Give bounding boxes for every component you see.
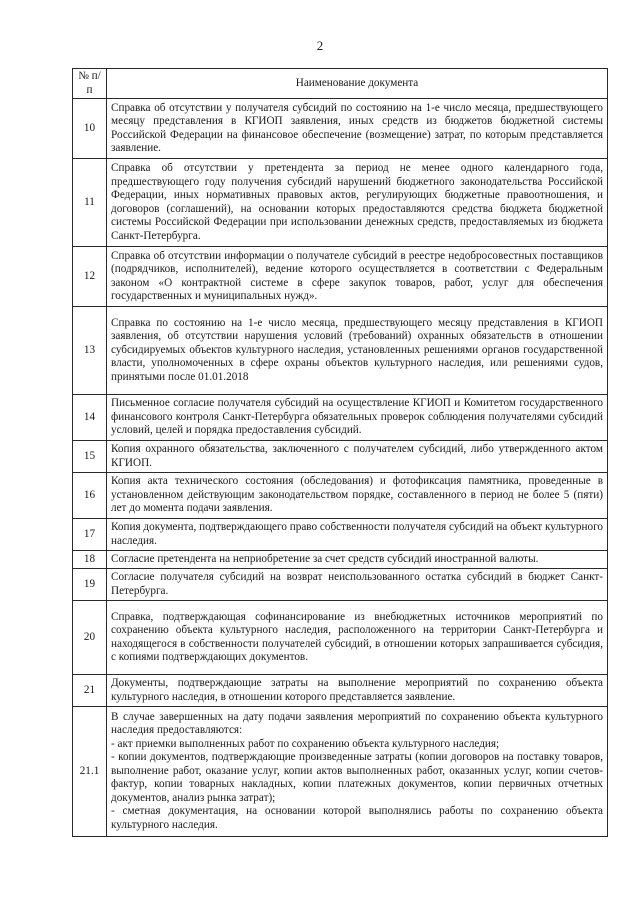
- row-number: 12: [73, 247, 107, 307]
- table-header-row: [73, 69, 608, 99]
- page-number: 2: [316, 38, 324, 53]
- table-row: [73, 159, 608, 247]
- row-number: 14: [73, 395, 107, 441]
- row-number: 18: [73, 551, 107, 569]
- table-row: [73, 551, 608, 569]
- row-text: Справка, подтверждающая софинансирование из внебюджетных источников мероприятий по сохранению объекта культурного наследия, расположенного на территории Санкт-Петербурга и находящегося в собственности получателей субсидий, в отношении которых запрашивается субсидия, с копиями подтверждающих документов.: [107, 601, 608, 675]
- table-row: [73, 441, 608, 473]
- row-number: 10: [73, 99, 107, 159]
- row-text-line: - копии документов, подтверждающие произведенные затраты (копии договоров на поставку товаров, выполнение работ, оказание услуг, копии актов выполненных работ, оказанных услуг, копии счетов-фактур, копии товарных накладных, копии платежных документов, копии первичных отчетных документов, анализ рынка затрат);: [111, 751, 603, 804]
- row-text-line: - сметная документация, на основании которой выполнялись работы по сохранению объекта культурного наследия.: [111, 805, 603, 831]
- table-row: [73, 601, 608, 675]
- row-number: 17: [73, 519, 107, 551]
- documents-table: [72, 68, 608, 837]
- row-text: Согласие претендента на неприобретение за счет средств субсидий иностранной валюты.: [107, 551, 608, 569]
- row-text-line: - акт приемки выполненных работ по сохранению объекта культурного наследия;: [111, 737, 500, 750]
- row-text: [107, 707, 608, 837]
- row-number: 19: [73, 569, 107, 601]
- row-number: 11: [73, 159, 107, 247]
- table-row: [73, 307, 608, 395]
- table-row: [73, 99, 608, 159]
- table-row: [73, 519, 608, 551]
- row-text-line: В случае завершенных на дату подачи заявления мероприятий по сохранению объекта культурного наследия предоставляются:: [111, 710, 603, 737]
- row-text: Справка по состоянию на 1-е число месяца, предшествующего месяцу представления в КГИОП заявления, об отсутствии нарушения условий (требований) охранных обязательств в отношении субсидируемых объектов культурного наследия, установленных решениями органов государственной власти, уполномоченных в сфере охраны объектов культурного наследия, или решениями судов, принятыми после 01.01.2018: [107, 307, 608, 395]
- row-number: 20: [73, 601, 107, 675]
- row-text: Справка об отсутствии у претендента за период не менее одного календарного года, предшествующего году получения субсидий нарушений бюджетного законодательства Российской Федерации, иных нормативных правовых актов, регулирующих бюджетные правоотношения, и договоров (соглашений), на основании которых предоставляются средства бюджета бюджетной системы Российской Федерации при использовании денежных средств, предоставляемых из бюджета Санкт-Петербурга.: [107, 159, 608, 247]
- table-row: [73, 569, 608, 601]
- row-number: 16: [73, 473, 107, 519]
- table-row: [73, 675, 608, 707]
- row-text: Документы, подтверждающие затраты на выполнение мероприятий по сохранению объекта культурного наследия, в отношении которого представляется заявление.: [107, 675, 608, 707]
- row-text: Письменное согласие получателя субсидий на осуществление КГИОП и Комитетом государственного финансового контроля Санкт-Петербурга обязательных проверок соблюдения получателями субсидий условий, целей и порядка предоставления субсидий.: [107, 395, 608, 441]
- table-row: [73, 395, 608, 441]
- row-number: 15: [73, 441, 107, 473]
- row-text: Справка об отсутствии информации о получателе субсидий в реестре недобросовестных поставщиков (подрядчиков, исполнителей), ведение которого осуществляется в соответствии с Федеральным законом «О контрактной системе в сфере закупок товаров, работ, услуг для обеспечения государственных и муниципальных нужд».: [107, 247, 608, 307]
- row-number: 13: [73, 307, 107, 395]
- row-number: 21.1: [73, 707, 107, 837]
- row-text: Согласие получателя субсидий на возврат неиспользованного остатка субсидий в бюджет Санкт-Петербурга.: [107, 569, 608, 601]
- column-header-title: Наименование документа: [107, 69, 608, 99]
- table-row: [73, 247, 608, 307]
- row-number: 21: [73, 675, 107, 707]
- row-text: Копия документа, подтверждающего право собственности получателя субсидий на объект культурного наследия.: [107, 519, 608, 551]
- row-text: Копия охранного обязательства, заключенного с получателем субсидий, либо утвержденного актом КГИОП.: [107, 441, 608, 473]
- table-row: [73, 707, 608, 837]
- row-text: Справка об отсутствии у получателя субсидий по состоянию на 1-е число месяца, предшествующего месяцу представления в КГИОП заявления, иных средств из бюджетов бюджетной системы Российской Федерации на финансовое обеспечение (возмещение) затрат, по которым представляется заявление.: [107, 99, 608, 159]
- row-text: Копия акта технического состояния (обследования) и фотофиксация памятника, проведенные в установленном действующим законодательством порядке, составленного в период не более 5 (пяти) лет до момента подачи заявления.: [107, 473, 608, 519]
- column-header-number: № п/п: [73, 69, 107, 99]
- table-row: [73, 473, 608, 519]
